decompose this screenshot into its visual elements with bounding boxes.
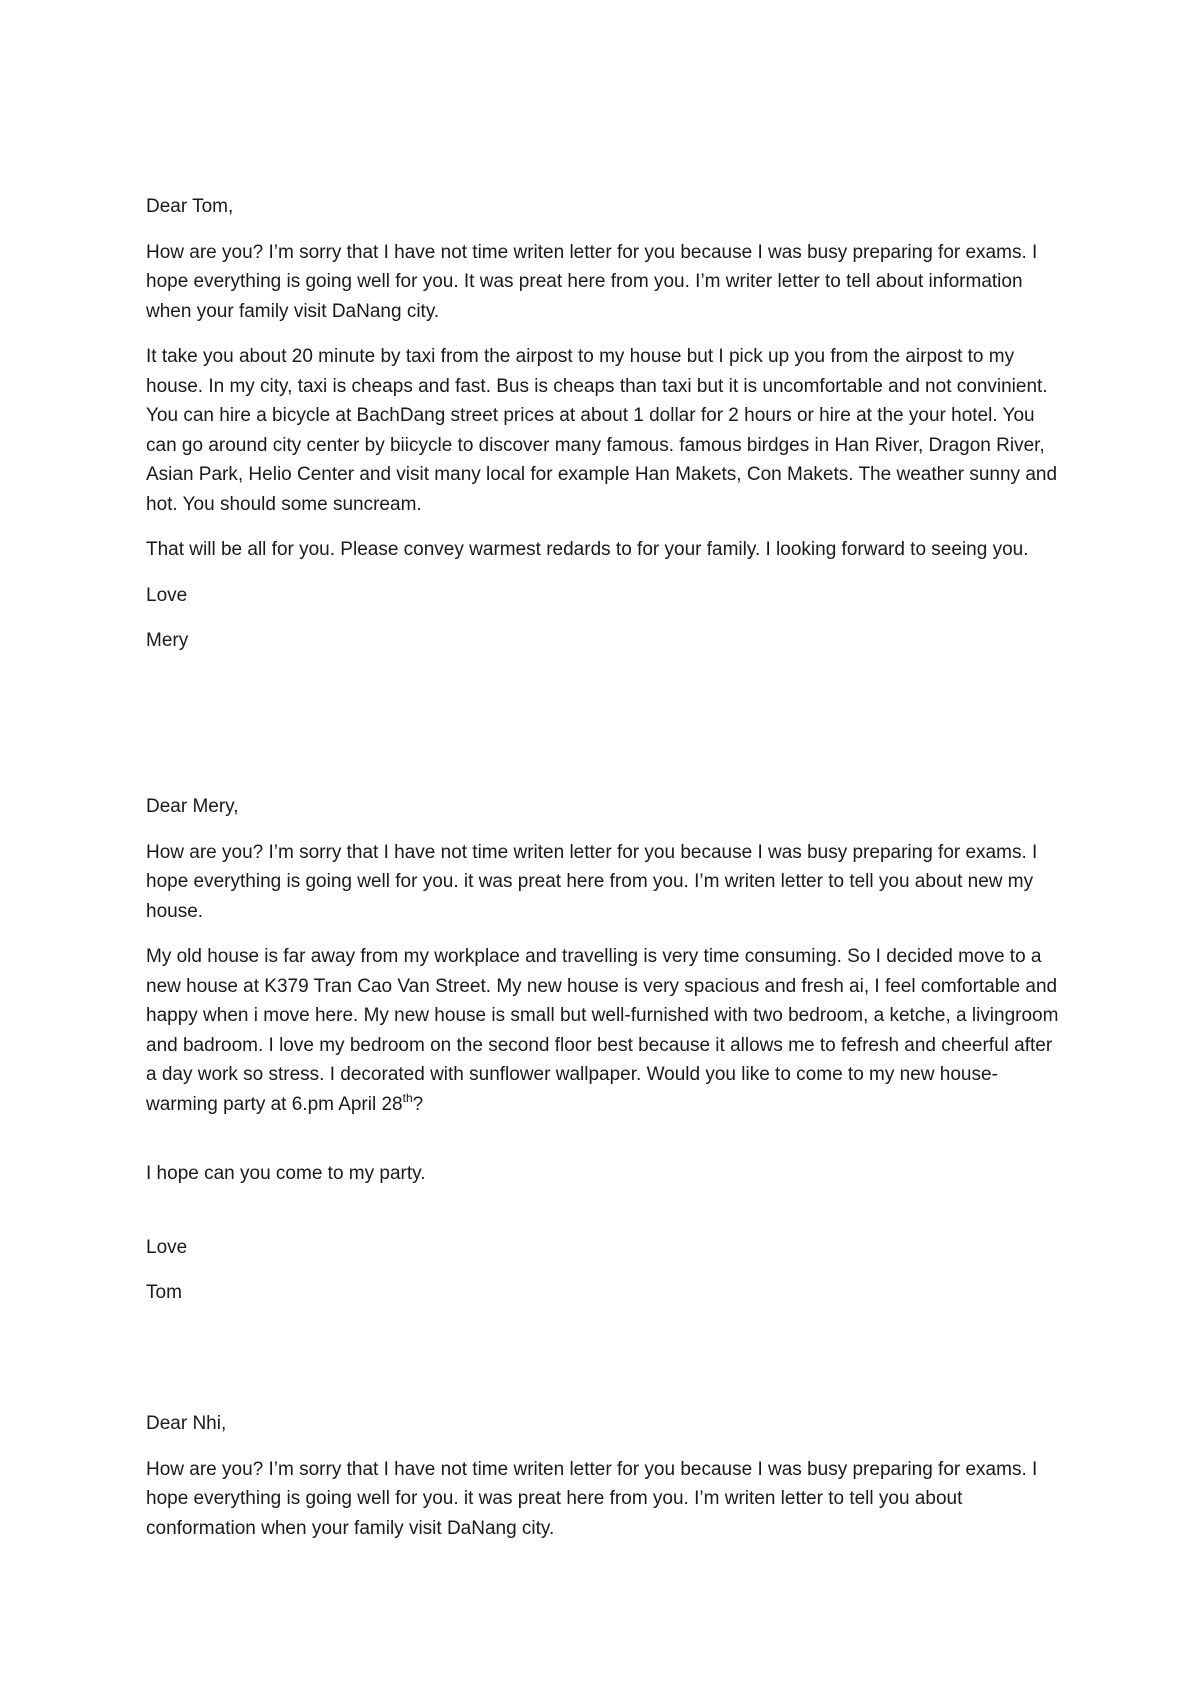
question-mark: ? [412, 1093, 424, 1115]
salutation: Dear Tom, [146, 196, 234, 217]
paragraph: How are you? I’m sorry that I have not time writen letter for you because I was busy preparing for exams. I hope everything is going well for you. it was preat here from you. I’m writen letter to tell you about conformation when your family visit DaNang city. [146, 1458, 1038, 1539]
letter-to-mery [146, 792, 1066, 1308]
paragraph [146, 942, 1066, 1119]
closing: Love [146, 1236, 188, 1258]
salutation: Dear Nhi, [146, 1413, 227, 1434]
closing: Love [146, 584, 188, 606]
paragraph: That will be all for you. Please convey warmest redards to for your family. I looking forward to seeing you. [146, 539, 1029, 560]
paragraph-text: My old house is far away from my workplace and travelling is very time consuming. So I decided move to a new house at K379 Tran Cao Van Street. My new house is very spacious and fresh ai, I feel comfortable and happy when i move here. My new house is small but well-furnished with two bedroom, a ketche, a livingroom and badroom. I love my bedroom on the second floor best because it allows me to fefresh and cheerful after a day work so stress. I decorated with sunflower wallpaper. Would you like to come to my new house-warming party at 6.pm April 28 [146, 946, 1059, 1115]
letter-to-tom [146, 192, 1066, 656]
letter-to-nhi [146, 1409, 1066, 1559]
paragraph: It take you about 20 minute by taxi from the airpost to my house but I pick up you from the airpost to my house. In my city, taxi is cheaps and fast. Bus is cheaps than taxi but it is uncomfortable and not convinient. You can hire a bicycle at BachDang street prices at about 1 dollar for 2 hours or hire at the your hotel. You can go around city center by biicycle to discover many famous. famous birdges in Han River, Dragon River, Asian Park, Helio Center and visit many local for example Han Makets, Con Makets. The weather sunny and hot. You should some suncream. [146, 346, 1058, 515]
signature: Mery [146, 630, 189, 651]
ordinal-suffix: th [402, 1090, 413, 1105]
paragraph: How are you? I’m sorry that I have not time writen letter for you because I was busy preparing for exams. I hope everything is going well for you. it was preat here from you. I’m writen letter to tell you about new my house. [146, 841, 1038, 922]
paragraph: I hope can you come to my party. [146, 1163, 426, 1184]
salutation: Dear Mery, [146, 796, 239, 817]
paragraph: How are you? I’m sorry that I have not time writen letter for you because I was busy preparing for exams. I hope everything is going well for you. It was preat here from you. I’m writer letter to tell about information when your family visit DaNang city. [146, 241, 1038, 322]
signature: Tom [146, 1282, 182, 1303]
